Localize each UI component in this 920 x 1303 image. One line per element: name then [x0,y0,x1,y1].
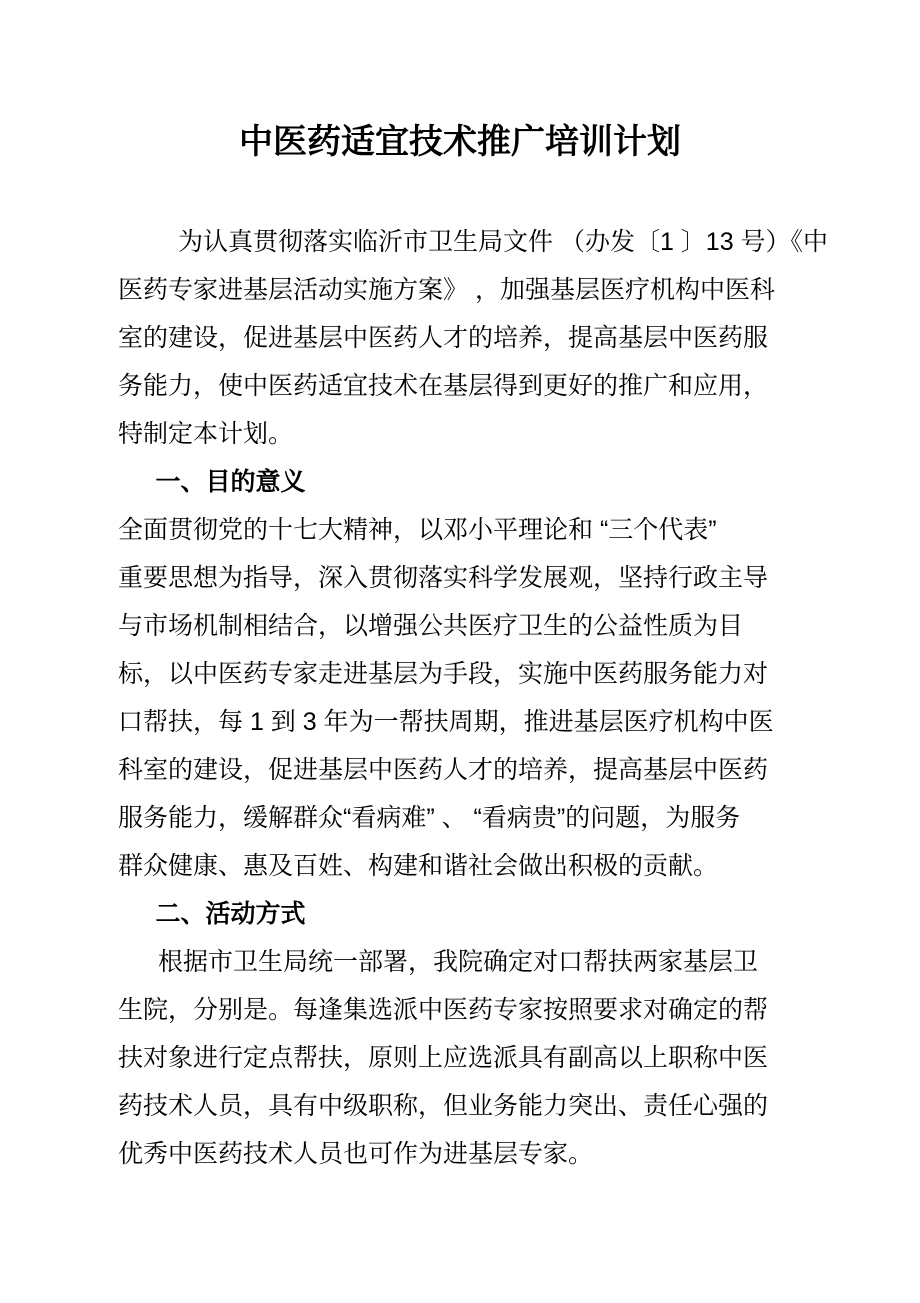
text-line: 务能力，使中医药适宜技术在基层得到更好的推广和应用， [118,372,769,400]
text-line: 特制定本计划。 [118,420,294,448]
text-line: 口帮扶，每 1 到 3 年为一帮扶周期，推进基层医疗机构中医 [118,708,774,736]
text-line: 科室的建设，促进基层中医药人才的培养，提高基层中医药 [118,756,769,784]
text-line: 重要思想为指导，深入贯彻落实科学发展观，坚持行政主导 [118,564,769,592]
text-line: 医药专家进基层活动实施方案》 ，加强基层医疗机构中医科 [118,276,775,304]
text-line: 为认真贯彻落实临沂市卫生局文件 （办发〔1 〕13 号）《中 [178,228,829,256]
text-line: 扶对象进行定点帮扶，原则上应选派具有副高以上职称中医 [118,1044,769,1072]
text-line: 药技术人员，具有中级职称，但业务能力突出、责任心强的 [118,1092,769,1120]
document-body [118,218,829,1178]
section-heading: 一、目的意义 [155,468,306,496]
section-heading: 二、活动方式 [155,900,306,928]
text-line: 标，以中医药专家走进基层为手段，实施中医药服务能力对 [118,660,769,688]
document-title: 中医药适宜技术推广培训计划 [239,123,681,161]
text-line: 优秀中医药技术人员也可作为进基层专家。 [118,1140,594,1168]
text-line: 根据市卫生局统一部署，我院确定对口帮扶两家基层卫 [158,948,759,976]
text-line: 与市场机制相结合，以增强公共医疗卫生的公益性质为目 [118,612,744,640]
text-line: 服务能力，缓解群众“看病难” 、 “看病贵”的问题，为服务 [118,804,741,832]
text-line: 群众健康、惠及百姓、构建和谐社会做出积极的贡献。 [118,852,719,880]
text-line: 全面贯彻党的十七大精神，以邓小平理论和 “三个代表” [118,516,717,544]
text-line: 室的建设，促进基层中医药人才的培养，提高基层中医药服 [118,324,769,352]
text-line: 生院，分别是。每逢集选派中医药专家按照要求对确定的帮 [118,996,769,1024]
